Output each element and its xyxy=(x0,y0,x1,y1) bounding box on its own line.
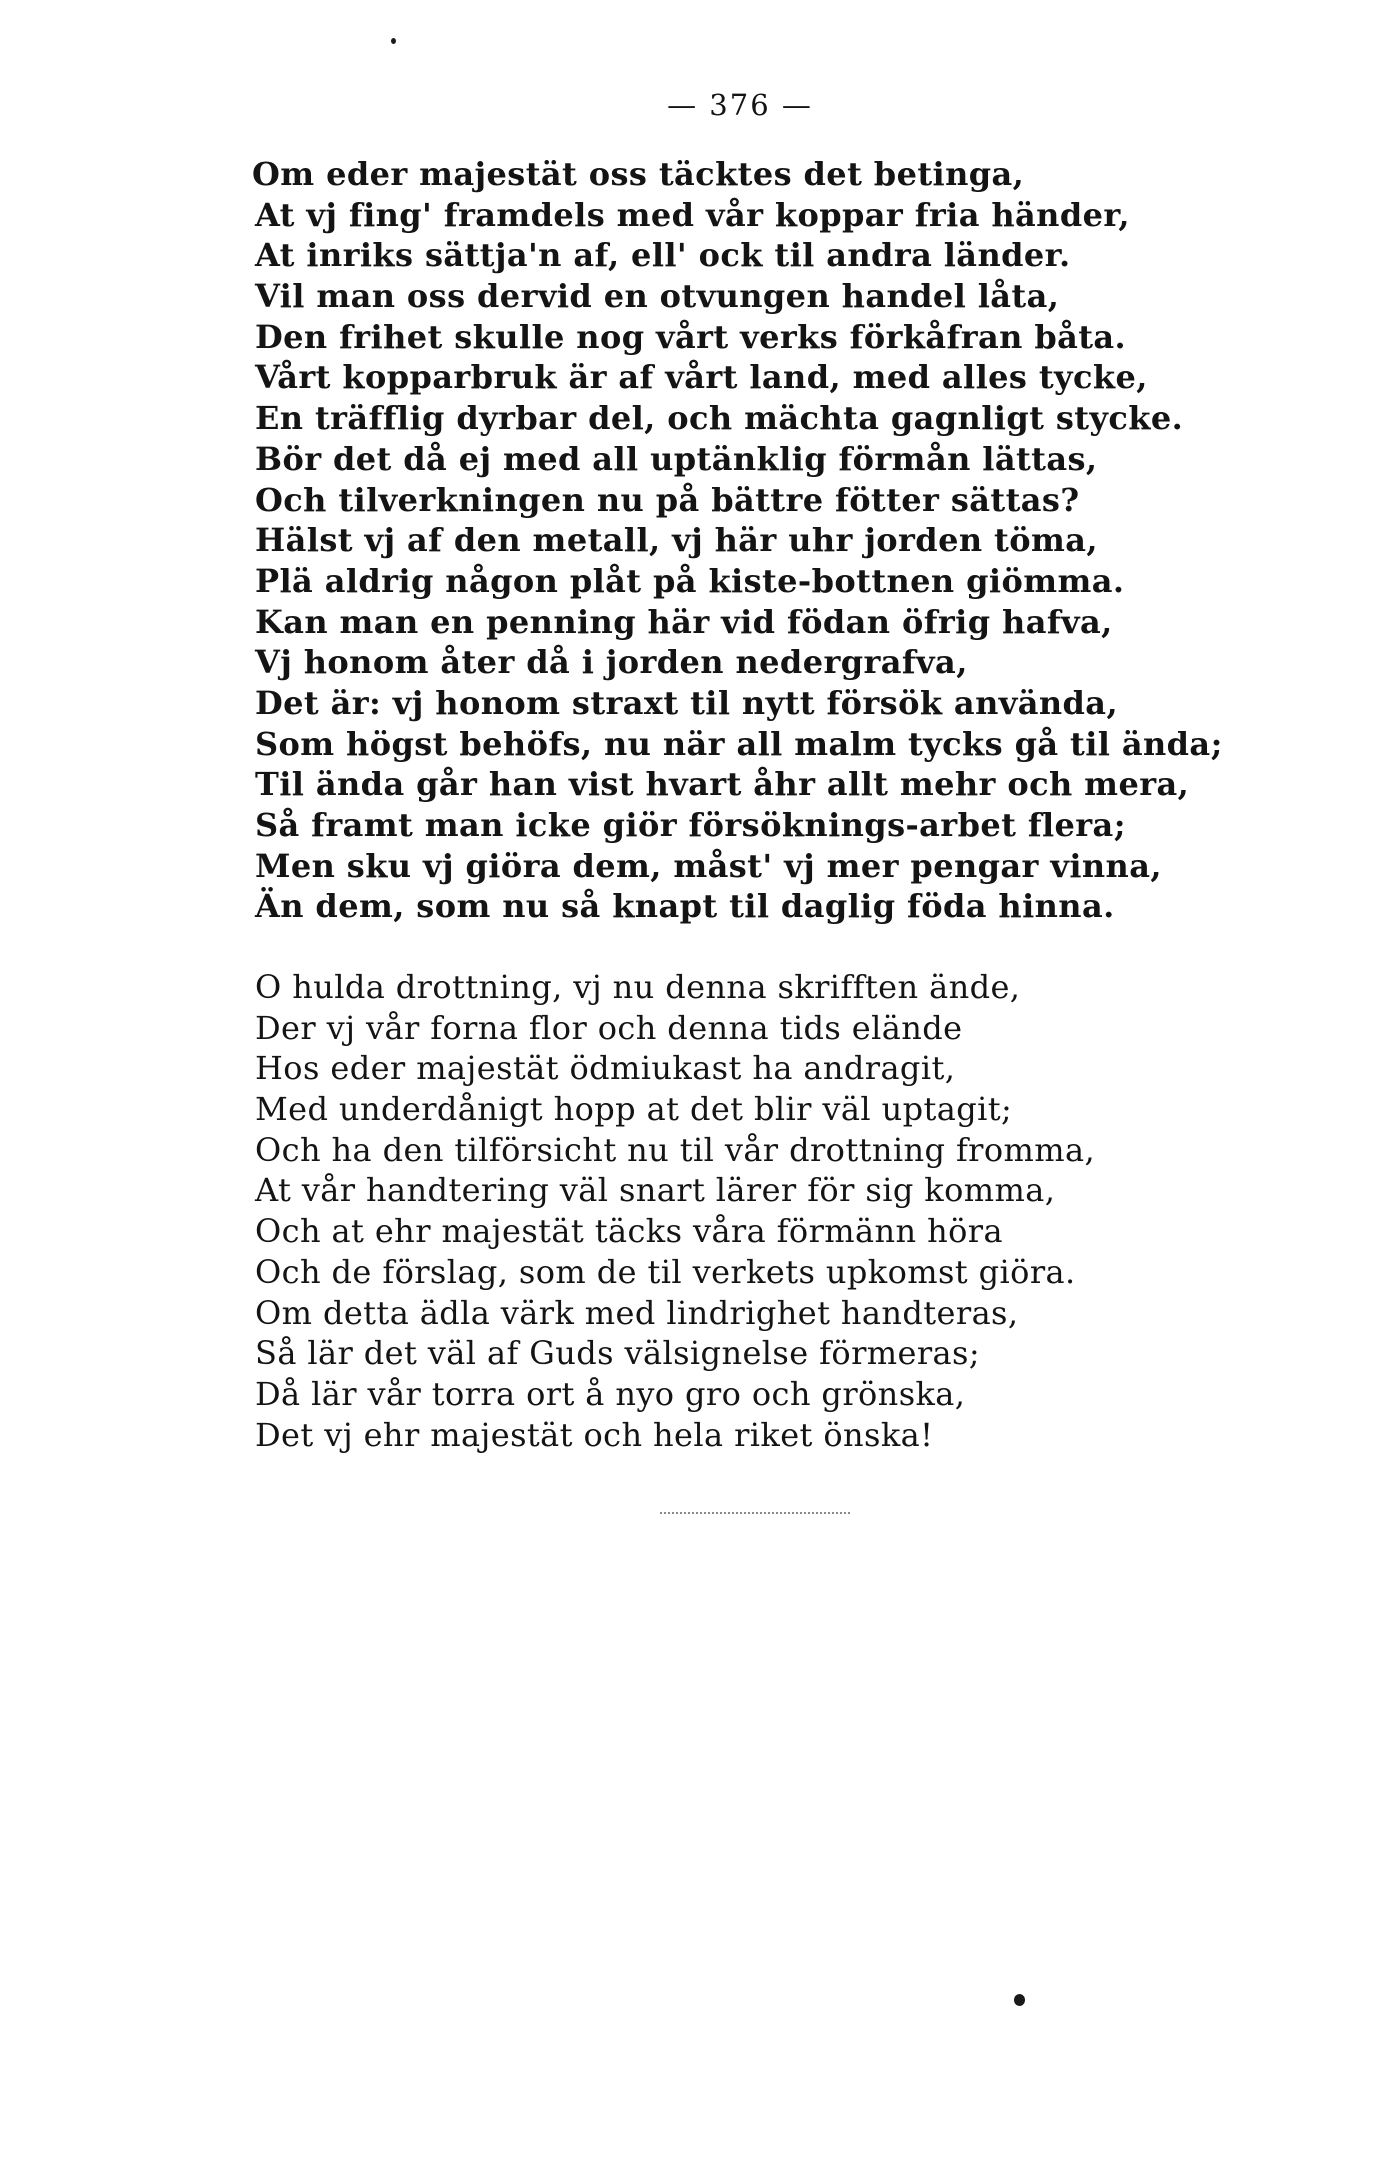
verse-line: Som högst behöfs, nu när all malm tycks gå til ända; xyxy=(255,724,1223,763)
verse-line: Det vj ehr majestät och hela riket önska! xyxy=(255,1415,934,1454)
verse-line: Men sku vj giöra dem, måst' vj mer pengar vinna, xyxy=(255,846,1162,885)
ink-speck xyxy=(391,38,396,44)
verse-line: Kan man en penning här vid födan öfrig hafva, xyxy=(255,602,1113,641)
verse-line: Plä aldrig någon plåt på kiste-bottnen giömma. xyxy=(255,561,1125,600)
verse-line: At vår handtering väl snart lärer för sig komma, xyxy=(255,1171,1056,1210)
verse-line: Om detta ädla värk med lindrighet handteras, xyxy=(255,1293,1019,1332)
stanza-2 xyxy=(255,967,1275,1455)
verse-line: Så lär det väl af Guds välsignelse förmeras; xyxy=(255,1334,981,1373)
verse-line: At inriks sättja'n af, ell' ock til andra länder. xyxy=(255,236,1071,275)
verse-line: Bör det då ej med all uptänklig förmån lättas, xyxy=(255,439,1098,478)
verse-line: Vil man oss dervid en otvungen handel låta, xyxy=(255,277,1060,316)
verse-line: Och at ehr majestät täcks våra förmänn höra xyxy=(255,1212,1003,1251)
verse-line: Der vj vår forna flor och denna tids elände xyxy=(255,1008,963,1047)
verse-line: Vj honom åter då i jorden nedergrafva, xyxy=(255,643,968,682)
verse-line: At vj fing' framdels med vår koppar fria händer, xyxy=(255,195,1130,234)
verse-line: Det är: vj honom straxt til nytt försök använda, xyxy=(255,683,1118,722)
verse-line: Til ända går han vist hvart åhr allt mehr och mera, xyxy=(255,765,1190,804)
verse-line: En träfflig dyrbar del, och mächta gagnligt stycke. xyxy=(255,399,1184,438)
verse-line: Och ha den tilförsicht nu til vår drottning fromma, xyxy=(255,1130,1096,1169)
verse-line: Då lär vår torra ort å nyo gro och grönska, xyxy=(255,1374,966,1413)
end-rule xyxy=(660,1512,850,1514)
ink-speck xyxy=(1014,1994,1025,2006)
verse-line: O hulda drottning, vj nu denna skrifften ände, xyxy=(255,968,1021,1006)
verse-line: Så framt man icke giör försöknings-arbet flera; xyxy=(255,806,1126,844)
page-number: — 376 — xyxy=(667,88,813,122)
verse-line: Vårt kopparbruk är af vårt land, med alles tycke, xyxy=(255,358,1148,397)
verse-line: Den frihet skulle nog vårt verks förkåfran båta. xyxy=(255,317,1127,356)
verse-line: Och tilverkningen nu på bättre fötter sättas? xyxy=(255,480,1080,519)
verse-line: Och de förslag, som de til verkets upkomst giöra. xyxy=(255,1252,1076,1291)
verse-line: Hälst vj af den metall, vj här uhr jorden töma, xyxy=(255,521,1098,560)
verse-line: Hos eder majestät ödmiukast ha andragit, xyxy=(255,1049,956,1088)
stanza-1 xyxy=(252,154,1275,927)
verse-line: Om eder majestät oss täcktes det betinga, xyxy=(252,155,1025,193)
verse-line: Än dem, som nu så knapt til daglig föda hinna. xyxy=(255,887,1115,926)
verse-line: Med underdånigt hopp at det blir väl uptagit; xyxy=(255,1090,1013,1129)
